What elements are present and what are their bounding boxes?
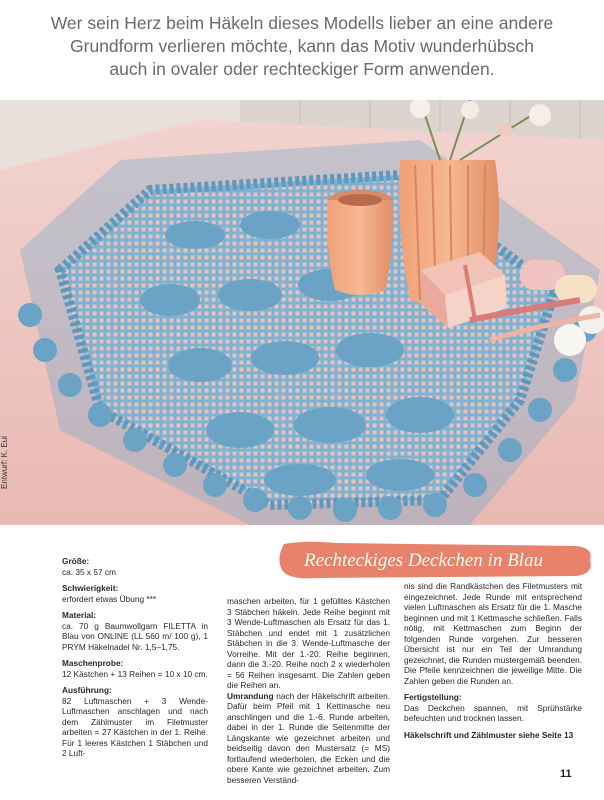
section-heading: Größe: — [62, 556, 90, 566]
umrandung-paragraph — [227, 691, 390, 786]
section-fertigstellung — [404, 692, 582, 724]
section-ausfuehrung-cont — [404, 581, 582, 686]
section-text: Das Deckchen spannen, mit Sprühstärke befeuchten und trocknen lassen. — [404, 702, 582, 723]
intro-line: Wer sein Herz beim Häkeln dieses Modells lieber an eine andere — [50, 13, 554, 33]
section-heading: Ausführung: — [62, 685, 112, 695]
section-text: ca. 70 g Baumwollgarn FILETTA in Blau von ONLINE (LL 560 m/ 100 g), 1 PRYM Häkelnadel Nr. 1,5–1,75. — [62, 620, 208, 652]
umrandung-label: Umrandung — [227, 690, 274, 701]
section-heading: Material: — [62, 610, 97, 620]
intro-text — [30, 12, 574, 81]
pattern-reference: Häkelschrift und Zählmuster siehe Seite 13 — [404, 729, 574, 740]
intro-line: Grundform verlieren möchte, kann das Motiv wunderhübsch — [70, 36, 534, 56]
section-text: nis sind die Randkästchen des Filetmusters mit eingezeichnet. Jede Runde mit entsprechend vielen Luftmaschen als Ersatz für die 1. Masche beginnen und mit 1 Kettmasche schließen. Falls nötig, mit Kettmaschen zum Beginn der folgenden Runde vorgehen. Zur besseren Übersicht ist nur ein Teil der Umrandung gezeichnet, die Runden mustergemäß beenden. Die Pfeile kennzeichnen die jeweilige Mitte. Die Zahlen geben die Runden an. — [404, 581, 582, 686]
doily-photo — [0, 100, 604, 525]
section-schwierigkeit — [62, 583, 208, 604]
section-maschenprobe — [62, 658, 208, 679]
section-text: 82 Luftmaschen + 3 Wende-Luftmaschen anschlagen und nach dem Zählmuster im Filetmuster arbeiten = 27 Kästchen in der 1. Reihe. Für 1 leeres Kästchen 1 Stäbchen und 2 Luft- — [62, 695, 208, 758]
section-heading: Fertigstellung: — [404, 692, 462, 702]
title-banner — [276, 540, 596, 580]
intro-line: auch in ovaler oder rechteckiger Form anwenden. — [109, 59, 495, 79]
text-column-1 — [62, 556, 208, 765]
page-number: 11 — [560, 768, 572, 780]
section-ausfuehrung — [62, 685, 208, 759]
section-heading: Schwierigkeit: — [62, 583, 119, 593]
section-text: erfordert etwas Übung *** — [62, 593, 157, 604]
photo-credit-text: Entwurf: K. Eul — [0, 436, 9, 489]
text-column-3 — [404, 581, 582, 740]
section-material — [62, 610, 208, 652]
section-heading: Maschenprobe: — [62, 658, 124, 668]
section-text: nach der Häkelschrift arbeiten. Dafür beim Pfeil mit 1 Kettmasche neu anschlingen und die 1.-6. Runde arbeiten, dabei in der 1. Runde die Seitenmitte der Längskante wie gezeichnet arbeiten und beidseitig davon den Mustersatz (= MS) fortlaufend wiederholen, die Ecken und die obere Kante wie gezeichnet arbeiten. Zum besseren Verständ- — [227, 690, 391, 785]
section-groesse — [62, 556, 208, 577]
section-text: maschen arbeiten, für 1 gefülltes Kästchen 3 Stäbchen häkeln. Jede Reihe beginnt mit 3 Wende-Luftmaschen als Ersatz für das 1. Stäbchen und endet mit 1 zusätzlichen Stäbchen in die 3. Wende-Luftmasche der Vorreihe. Mit der 1.-20. Reihe beginnen, dann die 3.-20. Reihe noch 2 x wiederholen = 56 Reihen insgesamt. Die Zahlen geben die Reihen an. — [227, 596, 390, 690]
section-text: 12 Kästchen + 13 Reihen = 10 x 10 cm. — [62, 668, 208, 679]
article-title: Rechteckiges Deckchen in Blau — [304, 550, 543, 571]
text-column-2 — [227, 596, 390, 785]
section-text: ca. 35 x 57 cm — [62, 566, 116, 577]
small-vase — [327, 190, 392, 295]
photo-credit — [0, 430, 18, 500]
